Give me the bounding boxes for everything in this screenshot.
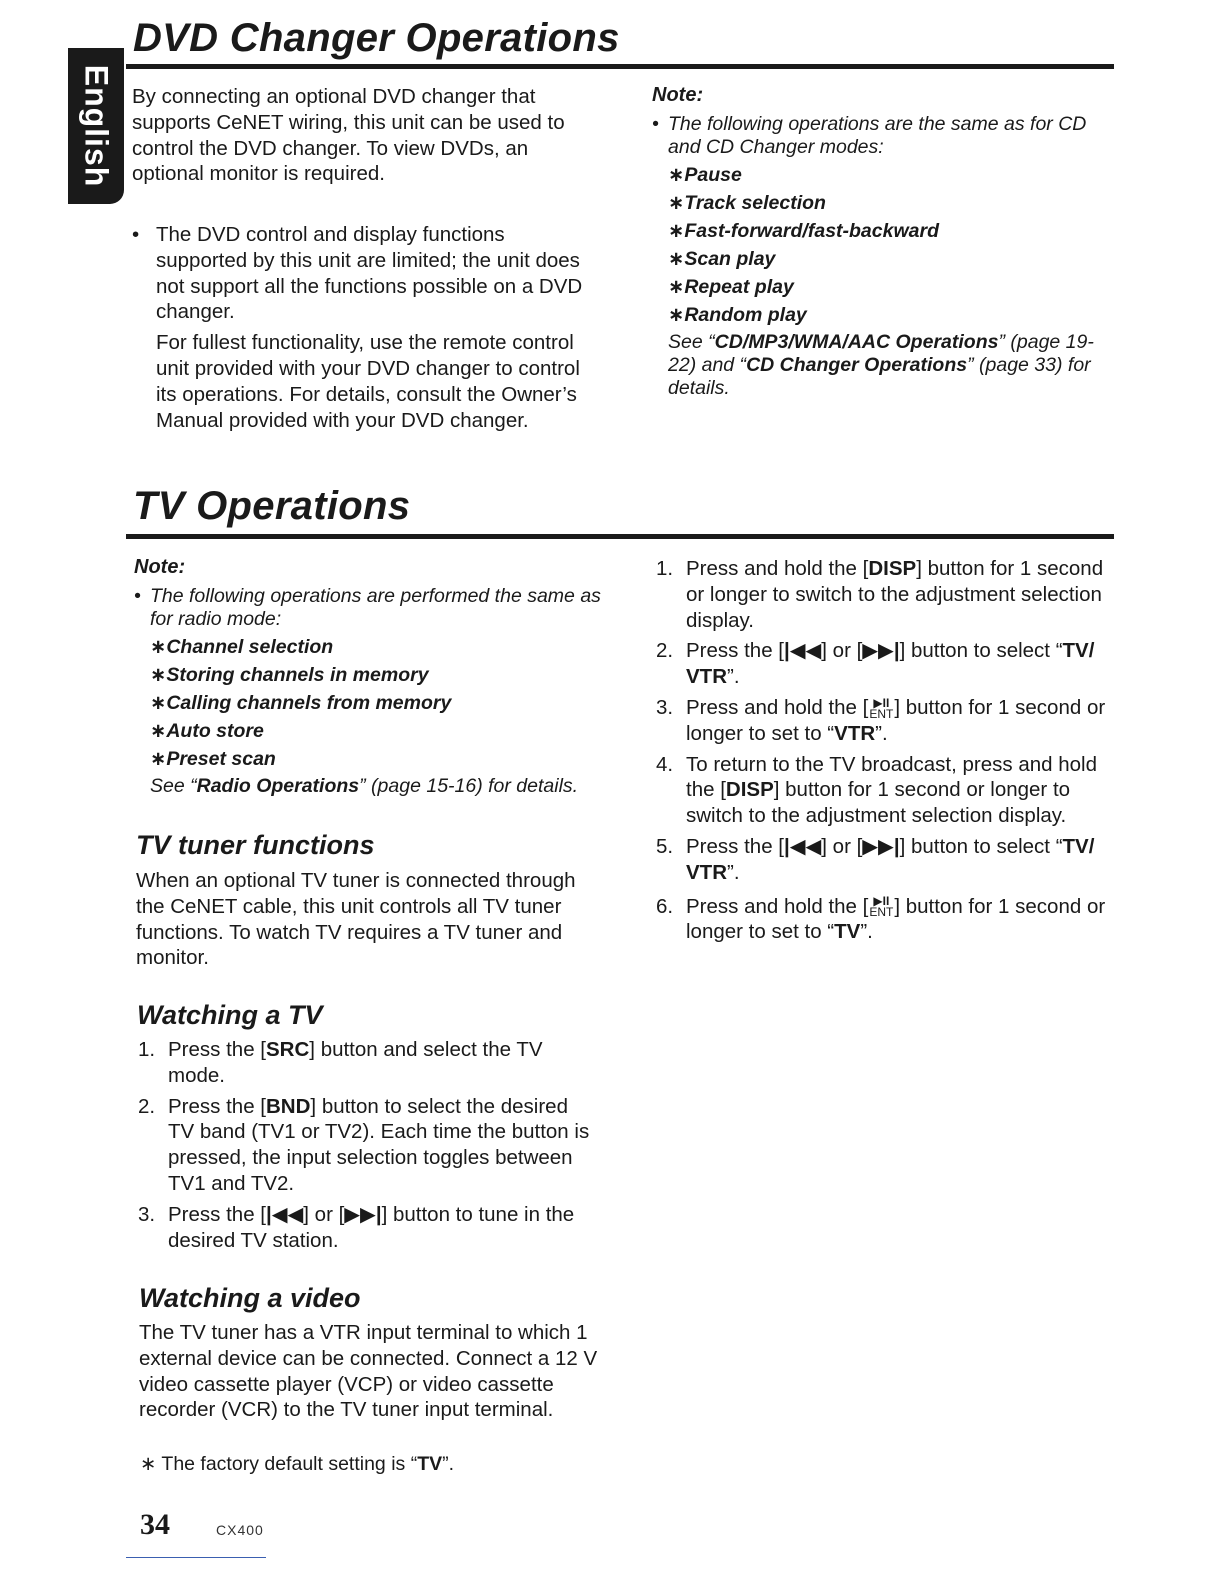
tv-title-rule	[126, 534, 1114, 539]
ref-cd-changer: CD Changer Operations	[746, 354, 968, 376]
dvd-op-item: ∗Pause	[668, 164, 742, 186]
dvd-note-label: Note:	[652, 84, 704, 106]
watching-tv-heading: Watching a TV	[137, 1000, 323, 1030]
step-item: 2. Press the [BND] button to select the desired TV band (TV1 or TV2). Each time the button is pressed, the input selection toggles between TV1 and TV2.	[138, 1094, 590, 1195]
dvd-note-line	[652, 113, 1114, 159]
dvd-bullet-text-1: The DVD control and display functions supported by this unit are limited; the unit does not support all the functions possible on a DVD changer.	[156, 223, 583, 324]
prev-track-icon: |◀◀	[266, 1202, 304, 1226]
step-item: 1. Press the [SRC] button and select the TV mode.	[138, 1038, 543, 1087]
watching-video-text: The TV tuner has a VTR input terminal to which 1 external device can be connected. Connect a 12 V video cassette player (VCP) or video cassette recorder (VCR) to the TV tuner input terminal.	[139, 1321, 598, 1422]
tv-see-also: See “Radio Operations” (page 15-16) for details.	[150, 775, 579, 797]
dvd-op-item: ∗Random play	[668, 304, 807, 326]
setting-value: TV/ VTR	[686, 834, 1095, 884]
setting-value: TV/ VTR	[686, 639, 1095, 689]
page-number: 34	[140, 1508, 170, 1541]
footer-rule	[126, 1557, 266, 1558]
step-item: 1. Press and hold the [DISP] button for 1 second or longer to switch to the adjustment selection display.	[656, 557, 1104, 632]
tv-note-text: The following operations are performed the same as for radio mode:	[150, 585, 601, 630]
step-item: 2. Press the [|◀◀] or [▶▶|] button to select “TV/ VTR”.	[656, 639, 1095, 689]
dvd-op-item: ∗Fast-forward/fast-backward	[668, 220, 939, 242]
dvd-title-rule	[126, 64, 1114, 69]
next-track-icon: ▶▶|	[862, 834, 900, 858]
ref-radio-operations: Radio Operations	[196, 775, 360, 797]
disp-button-label: DISP	[868, 557, 917, 580]
dvd-note-text: The following operations are the same as for CD and CD Changer modes:	[668, 113, 1087, 158]
dvd-limit-bullet	[132, 222, 594, 433]
disp-button-label: DISP	[725, 778, 774, 802]
dvd-see-also: See “CD/MP3/WMA/AAC Operations” (page 19-22) and “CD Changer Operations” (page 33) for details.	[668, 331, 1094, 399]
dvd-op-item: ∗Repeat play	[668, 276, 794, 298]
play-pause-enter-icon: ▶II ENT	[869, 894, 894, 920]
note-bullet-dot: •	[134, 585, 141, 607]
play-pause-enter-icon: ▶II ENT	[869, 695, 894, 721]
tv-note-line	[134, 585, 602, 631]
dvd-op-item: ∗Track selection	[668, 192, 826, 214]
tv-note-label: Note:	[134, 556, 186, 578]
tv-op-item: ∗Channel selection	[150, 636, 334, 658]
tv-op-item: ∗Preset scan	[150, 748, 276, 770]
bnd-button-label: BND	[266, 1094, 311, 1118]
tv-note	[134, 556, 602, 798]
next-track-icon: ▶▶|	[862, 639, 900, 663]
step-item: 4. To return to the TV broadcast, press and hold the [DISP] button for 1 second or longer to switch to the adjustment selection display.	[656, 752, 1098, 828]
tv-tuner-text: When an optional TV tuner is connected through the CeNET cable, this unit controls all TV tuner functions. To watch TV requires a TV tuner and monitor.	[136, 869, 576, 970]
dvd-note	[652, 84, 1114, 400]
tv-tuner-heading: TV tuner functions	[136, 830, 375, 860]
dvd-intro: By connecting an optional DVD changer that supports CeNET wiring, this unit can be used to control the DVD changer. To view DVDs, an optional monitor is required.	[132, 85, 565, 186]
bullet-dot: •	[132, 223, 140, 246]
src-button-label: SRC	[266, 1038, 310, 1061]
note-bullet-dot: •	[652, 113, 659, 135]
dvd-bullet-text-2: For fullest functionality, use the remote control unit provided with your DVD changer to control its operations. For details, consult the Owner’s Manual provided with your DVD changer.	[156, 331, 580, 432]
step-item: 5. Press the [|◀◀] or [▶▶|] button to select “TV/ VTR”.	[656, 834, 1095, 884]
watching-video-heading: Watching a video	[139, 1283, 361, 1313]
language-tab	[68, 48, 124, 204]
setting-value: VTR	[834, 721, 876, 745]
language-tab-label: English	[78, 64, 115, 188]
dvd-section-title: DVD Changer Operations	[133, 16, 620, 60]
tv-vtr-steps	[656, 556, 1118, 945]
tv-op-item: ∗Auto store	[150, 720, 264, 742]
tv-op-item: ∗Calling channels from memory	[150, 692, 452, 714]
tv-section-title: TV Operations	[133, 484, 411, 528]
prev-track-icon: |◀◀	[784, 639, 822, 663]
next-track-icon: ▶▶|	[344, 1202, 382, 1226]
dvd-op-item: ∗Scan play	[668, 248, 776, 270]
setting-value: TV	[834, 920, 861, 944]
factory-default-note: ∗ The factory default setting is “TV”.	[140, 1453, 455, 1475]
ref-cd-mp3: CD/MP3/WMA/AAC Operations	[714, 331, 999, 353]
step-item: 3. Press and hold the [ ▶II ENT ] button for 1 second or longer to set to “VTR”.	[656, 695, 1106, 745]
model-name: CX400	[216, 1522, 264, 1538]
step-item: 6. Press and hold the [ ▶II ENT ] button for 1 second or longer to set to “TV”.	[656, 894, 1106, 944]
step-item: 3. Press the [|◀◀] or [▶▶|] button to tune in the desired TV station.	[138, 1202, 575, 1252]
prev-track-icon: |◀◀	[784, 834, 822, 858]
watching-tv-steps	[138, 1037, 598, 1253]
default-value: TV	[417, 1453, 443, 1475]
tv-op-item: ∗Storing channels in memory	[150, 664, 429, 686]
